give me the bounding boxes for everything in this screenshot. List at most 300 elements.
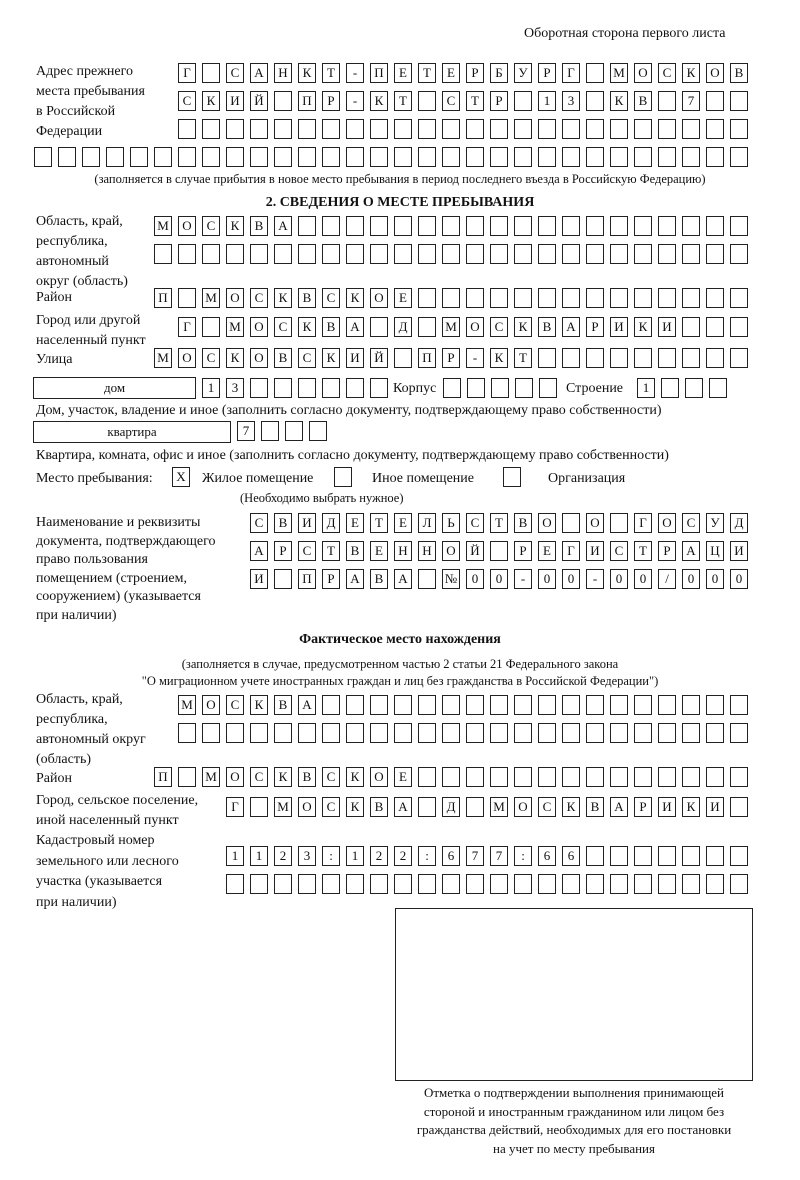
char-cell[interactable]: 0	[706, 569, 724, 589]
char-cell[interactable]	[394, 874, 412, 894]
char-cell[interactable]	[466, 288, 484, 308]
char-cell[interactable]	[394, 723, 412, 743]
char-cell[interactable]: Е	[394, 63, 412, 83]
char-cell[interactable]	[610, 216, 628, 236]
char-cell[interactable]	[514, 874, 532, 894]
char-cell[interactable]	[442, 288, 460, 308]
char-cell[interactable]	[514, 288, 532, 308]
char-cell[interactable]	[562, 216, 580, 236]
char-cell[interactable]	[586, 874, 604, 894]
char-cell[interactable]	[538, 695, 556, 715]
char-cell[interactable]	[202, 147, 220, 167]
char-cell[interactable]	[514, 91, 532, 111]
char-cell[interactable]: К	[370, 91, 388, 111]
char-cell[interactable]: О	[250, 317, 268, 337]
char-cell[interactable]	[490, 723, 508, 743]
char-cell[interactable]: К	[682, 63, 700, 83]
char-cell[interactable]: Д	[442, 797, 460, 817]
char-cell[interactable]: К	[514, 317, 532, 337]
char-cell[interactable]	[562, 723, 580, 743]
char-cell[interactable]	[322, 378, 340, 398]
char-cell[interactable]	[442, 119, 460, 139]
char-cell[interactable]	[562, 119, 580, 139]
char-cell[interactable]	[634, 695, 652, 715]
char-cell[interactable]: С	[226, 695, 244, 715]
char-cell[interactable]	[730, 317, 748, 337]
char-cell[interactable]: К	[682, 797, 700, 817]
char-cell[interactable]	[178, 723, 196, 743]
char-cell[interactable]: И	[730, 541, 748, 561]
char-cell[interactable]	[443, 378, 461, 398]
char-cell[interactable]	[586, 216, 604, 236]
char-cell[interactable]	[346, 147, 364, 167]
char-cell[interactable]	[346, 244, 364, 264]
char-cell[interactable]	[706, 244, 724, 264]
char-cell[interactable]	[466, 147, 484, 167]
char-cell[interactable]	[586, 846, 604, 866]
char-cell[interactable]	[178, 119, 196, 139]
char-cell[interactable]: Р	[322, 569, 340, 589]
char-cell[interactable]: 6	[538, 846, 556, 866]
char-cell[interactable]	[706, 317, 724, 337]
char-cell[interactable]: С	[202, 348, 220, 368]
char-cell[interactable]: О	[178, 348, 196, 368]
char-cell[interactable]: Т	[394, 91, 412, 111]
char-cell[interactable]	[682, 695, 700, 715]
char-cell[interactable]	[514, 244, 532, 264]
char-cell[interactable]: С	[226, 63, 244, 83]
char-cell[interactable]: В	[370, 797, 388, 817]
char-cell[interactable]	[274, 378, 292, 398]
char-cell[interactable]	[322, 723, 340, 743]
char-cell[interactable]	[562, 244, 580, 264]
char-cell[interactable]: В	[346, 541, 364, 561]
char-cell[interactable]	[658, 216, 676, 236]
char-cell[interactable]	[418, 569, 436, 589]
char-cell[interactable]	[730, 288, 748, 308]
char-cell[interactable]: О	[706, 63, 724, 83]
char-cell[interactable]: /	[658, 569, 676, 589]
char-cell[interactable]	[610, 288, 628, 308]
char-cell[interactable]: К	[322, 348, 340, 368]
char-cell[interactable]: Р	[490, 91, 508, 111]
char-cell[interactable]	[250, 378, 268, 398]
char-cell[interactable]	[490, 147, 508, 167]
char-cell[interactable]: В	[274, 348, 292, 368]
char-cell[interactable]: 7	[682, 91, 700, 111]
char-cell[interactable]: О	[466, 317, 484, 337]
char-cell[interactable]: О	[250, 348, 268, 368]
char-cell[interactable]: С	[610, 541, 628, 561]
char-cell[interactable]	[658, 244, 676, 264]
char-cell[interactable]: О	[226, 767, 244, 787]
char-cell[interactable]	[538, 216, 556, 236]
char-cell[interactable]	[226, 119, 244, 139]
char-cell[interactable]	[706, 216, 724, 236]
char-cell[interactable]: М	[274, 797, 292, 817]
char-cell[interactable]	[346, 723, 364, 743]
char-cell[interactable]	[202, 244, 220, 264]
char-cell[interactable]	[418, 317, 436, 337]
char-cell[interactable]	[490, 119, 508, 139]
char-cell[interactable]: О	[370, 767, 388, 787]
char-cell[interactable]	[562, 695, 580, 715]
char-cell[interactable]	[202, 63, 220, 83]
char-cell[interactable]	[250, 147, 268, 167]
char-cell[interactable]: Н	[418, 541, 436, 561]
char-cell[interactable]	[466, 723, 484, 743]
char-cell[interactable]	[250, 797, 268, 817]
char-cell[interactable]: С	[466, 513, 484, 533]
char-cell[interactable]: 0	[610, 569, 628, 589]
char-cell[interactable]: Е	[370, 541, 388, 561]
char-cell[interactable]	[538, 288, 556, 308]
char-cell[interactable]	[562, 288, 580, 308]
char-cell[interactable]	[394, 119, 412, 139]
char-cell[interactable]	[370, 317, 388, 337]
char-cell[interactable]: М	[202, 288, 220, 308]
char-cell[interactable]: К	[562, 797, 580, 817]
char-cell[interactable]	[538, 767, 556, 787]
char-cell[interactable]	[202, 317, 220, 337]
char-cell[interactable]: В	[274, 513, 292, 533]
char-cell[interactable]: Е	[442, 63, 460, 83]
char-cell[interactable]: 2	[274, 846, 292, 866]
char-cell[interactable]	[466, 874, 484, 894]
char-cell[interactable]	[298, 723, 316, 743]
char-cell[interactable]	[370, 147, 388, 167]
char-cell[interactable]	[202, 119, 220, 139]
char-cell[interactable]: Г	[562, 63, 580, 83]
char-cell[interactable]	[514, 147, 532, 167]
char-cell[interactable]	[586, 63, 604, 83]
char-cell[interactable]	[322, 695, 340, 715]
char-cell[interactable]	[322, 119, 340, 139]
char-cell[interactable]	[491, 378, 509, 398]
char-cell[interactable]: К	[490, 348, 508, 368]
char-cell[interactable]: О	[178, 216, 196, 236]
char-cell[interactable]: С	[490, 317, 508, 337]
char-cell[interactable]: О	[226, 288, 244, 308]
char-cell[interactable]: О	[634, 63, 652, 83]
char-cell[interactable]	[154, 147, 172, 167]
char-cell[interactable]	[610, 348, 628, 368]
char-cell[interactable]	[634, 348, 652, 368]
char-cell[interactable]	[226, 874, 244, 894]
char-cell[interactable]	[466, 244, 484, 264]
char-cell[interactable]: С	[298, 541, 316, 561]
char-cell[interactable]	[309, 421, 327, 441]
char-cell[interactable]	[322, 216, 340, 236]
char-cell[interactable]	[658, 147, 676, 167]
char-cell[interactable]: И	[226, 91, 244, 111]
char-cell[interactable]: А	[298, 695, 316, 715]
char-cell[interactable]	[658, 695, 676, 715]
char-cell[interactable]: Т	[322, 541, 340, 561]
char-cell[interactable]	[634, 119, 652, 139]
char-cell[interactable]: Р	[514, 541, 532, 561]
char-cell[interactable]	[634, 244, 652, 264]
char-cell[interactable]: М	[154, 348, 172, 368]
char-cell[interactable]	[730, 723, 748, 743]
char-cell[interactable]: №	[442, 569, 460, 589]
char-cell[interactable]	[106, 147, 124, 167]
char-cell[interactable]	[610, 513, 628, 533]
char-cell[interactable]	[226, 147, 244, 167]
char-cell[interactable]	[515, 378, 533, 398]
char-cell[interactable]	[466, 216, 484, 236]
char-cell[interactable]	[130, 147, 148, 167]
char-cell[interactable]	[442, 723, 460, 743]
char-cell[interactable]	[178, 244, 196, 264]
char-cell[interactable]: Р	[538, 63, 556, 83]
char-cell[interactable]: :	[418, 846, 436, 866]
char-cell[interactable]: В	[370, 569, 388, 589]
char-cell[interactable]: -	[346, 63, 364, 83]
char-cell[interactable]	[562, 147, 580, 167]
char-cell[interactable]: В	[634, 91, 652, 111]
char-cell[interactable]: 7	[237, 421, 255, 441]
char-cell[interactable]	[730, 874, 748, 894]
char-cell[interactable]: -	[466, 348, 484, 368]
char-cell[interactable]: Е	[394, 767, 412, 787]
char-cell[interactable]	[661, 378, 679, 398]
char-cell[interactable]	[730, 91, 748, 111]
char-cell[interactable]: 0	[562, 569, 580, 589]
char-cell[interactable]	[658, 767, 676, 787]
char-cell[interactable]: И	[586, 541, 604, 561]
char-cell[interactable]: В	[514, 513, 532, 533]
char-cell[interactable]	[490, 767, 508, 787]
char-cell[interactable]: А	[394, 797, 412, 817]
char-cell[interactable]: С	[538, 797, 556, 817]
char-cell[interactable]: Г	[226, 797, 244, 817]
char-cell[interactable]	[658, 119, 676, 139]
char-cell[interactable]	[730, 244, 748, 264]
char-cell[interactable]	[682, 216, 700, 236]
char-cell[interactable]: М	[202, 767, 220, 787]
char-cell[interactable]: И	[706, 797, 724, 817]
char-cell[interactable]	[418, 147, 436, 167]
char-cell[interactable]: М	[178, 695, 196, 715]
char-cell[interactable]	[730, 119, 748, 139]
char-cell[interactable]: Б	[490, 63, 508, 83]
char-cell[interactable]: О	[298, 797, 316, 817]
char-cell[interactable]	[562, 513, 580, 533]
char-cell[interactable]: С	[298, 348, 316, 368]
char-cell[interactable]	[274, 874, 292, 894]
char-cell[interactable]: А	[346, 569, 364, 589]
char-cell[interactable]	[706, 846, 724, 866]
char-cell[interactable]: Ь	[442, 513, 460, 533]
char-cell[interactable]	[682, 119, 700, 139]
char-cell[interactable]	[226, 244, 244, 264]
char-cell[interactable]: И	[250, 569, 268, 589]
char-cell[interactable]	[658, 348, 676, 368]
char-cell[interactable]	[442, 147, 460, 167]
char-cell[interactable]	[709, 378, 727, 398]
char-cell[interactable]: Р	[586, 317, 604, 337]
char-cell[interactable]	[685, 378, 703, 398]
char-cell[interactable]	[394, 147, 412, 167]
char-cell[interactable]	[442, 767, 460, 787]
char-cell[interactable]: К	[274, 767, 292, 787]
char-cell[interactable]	[682, 147, 700, 167]
char-cell[interactable]: К	[634, 317, 652, 337]
char-cell[interactable]	[514, 767, 532, 787]
char-cell[interactable]: О	[586, 513, 604, 533]
char-cell[interactable]	[418, 119, 436, 139]
char-cell[interactable]	[442, 695, 460, 715]
char-cell[interactable]	[394, 216, 412, 236]
char-cell[interactable]	[634, 147, 652, 167]
char-cell[interactable]: 0	[634, 569, 652, 589]
char-cell[interactable]	[682, 874, 700, 894]
char-cell[interactable]	[538, 874, 556, 894]
char-cell[interactable]	[298, 874, 316, 894]
char-cell[interactable]	[682, 767, 700, 787]
char-cell[interactable]	[394, 695, 412, 715]
char-cell[interactable]	[442, 216, 460, 236]
char-cell[interactable]: А	[682, 541, 700, 561]
char-cell[interactable]	[634, 723, 652, 743]
char-cell[interactable]: С	[682, 513, 700, 533]
char-cell[interactable]	[322, 874, 340, 894]
char-cell[interactable]: О	[658, 513, 676, 533]
char-cell[interactable]	[34, 147, 52, 167]
char-cell[interactable]: -	[514, 569, 532, 589]
char-cell[interactable]: Т	[322, 63, 340, 83]
char-cell[interactable]: :	[322, 846, 340, 866]
char-cell[interactable]: И	[346, 348, 364, 368]
char-cell[interactable]: 6	[442, 846, 460, 866]
char-cell[interactable]	[466, 767, 484, 787]
char-cell[interactable]: Т	[634, 541, 652, 561]
char-cell[interactable]	[658, 723, 676, 743]
char-cell[interactable]	[586, 244, 604, 264]
char-cell[interactable]	[562, 874, 580, 894]
char-cell[interactable]	[730, 767, 748, 787]
char-cell[interactable]	[706, 348, 724, 368]
char-cell[interactable]	[730, 695, 748, 715]
char-cell[interactable]: Е	[538, 541, 556, 561]
char-cell[interactable]	[706, 147, 724, 167]
char-cell[interactable]: 1	[346, 846, 364, 866]
char-cell[interactable]	[274, 91, 292, 111]
char-cell[interactable]	[178, 288, 196, 308]
char-cell[interactable]: В	[250, 216, 268, 236]
char-cell[interactable]: 7	[490, 846, 508, 866]
char-cell[interactable]: Й	[370, 348, 388, 368]
char-cell[interactable]: С	[250, 288, 268, 308]
char-cell[interactable]	[418, 723, 436, 743]
char-cell[interactable]: К	[250, 695, 268, 715]
char-cell[interactable]	[250, 723, 268, 743]
char-cell[interactable]	[370, 723, 388, 743]
char-cell[interactable]	[418, 695, 436, 715]
char-cell[interactable]: С	[250, 767, 268, 787]
char-cell[interactable]	[490, 244, 508, 264]
char-cell[interactable]	[418, 767, 436, 787]
char-cell[interactable]	[250, 874, 268, 894]
char-cell[interactable]	[394, 244, 412, 264]
char-cell[interactable]: И	[658, 797, 676, 817]
char-cell[interactable]	[154, 244, 172, 264]
char-cell[interactable]	[298, 378, 316, 398]
char-cell[interactable]	[514, 723, 532, 743]
char-cell[interactable]: М	[490, 797, 508, 817]
char-cell[interactable]: 6	[562, 846, 580, 866]
char-cell[interactable]: П	[154, 288, 172, 308]
char-cell[interactable]	[298, 119, 316, 139]
char-cell[interactable]: Т	[466, 91, 484, 111]
char-cell[interactable]	[346, 119, 364, 139]
house-type-field[interactable]: дом	[33, 377, 196, 399]
char-cell[interactable]	[634, 288, 652, 308]
char-cell[interactable]	[706, 767, 724, 787]
char-cell[interactable]	[562, 767, 580, 787]
char-cell[interactable]	[285, 421, 303, 441]
char-cell[interactable]: :	[514, 846, 532, 866]
char-cell[interactable]: 0	[730, 569, 748, 589]
char-cell[interactable]	[658, 874, 676, 894]
char-cell[interactable]: Р	[274, 541, 292, 561]
char-cell[interactable]	[586, 119, 604, 139]
char-cell[interactable]	[370, 874, 388, 894]
char-cell[interactable]: М	[154, 216, 172, 236]
char-cell[interactable]: К	[226, 216, 244, 236]
char-cell[interactable]	[514, 119, 532, 139]
char-cell[interactable]: О	[442, 541, 460, 561]
char-cell[interactable]: 3	[226, 378, 244, 398]
char-cell[interactable]	[634, 767, 652, 787]
char-cell[interactable]	[682, 244, 700, 264]
char-cell[interactable]: 3	[562, 91, 580, 111]
char-cell[interactable]	[274, 723, 292, 743]
char-cell[interactable]	[490, 874, 508, 894]
char-cell[interactable]: С	[274, 317, 292, 337]
char-cell[interactable]	[634, 216, 652, 236]
char-cell[interactable]	[682, 723, 700, 743]
char-cell[interactable]: К	[610, 91, 628, 111]
char-cell[interactable]: М	[610, 63, 628, 83]
place-checkbox[interactable]: X	[172, 467, 190, 487]
flat-type-field[interactable]: квартира	[33, 421, 231, 443]
char-cell[interactable]	[418, 288, 436, 308]
char-cell[interactable]	[610, 846, 628, 866]
char-cell[interactable]: С	[442, 91, 460, 111]
char-cell[interactable]: В	[298, 288, 316, 308]
char-cell[interactable]	[706, 874, 724, 894]
char-cell[interactable]: М	[442, 317, 460, 337]
char-cell[interactable]	[490, 288, 508, 308]
char-cell[interactable]	[706, 288, 724, 308]
char-cell[interactable]: А	[250, 63, 268, 83]
char-cell[interactable]	[682, 348, 700, 368]
char-cell[interactable]	[539, 378, 557, 398]
char-cell[interactable]	[706, 723, 724, 743]
char-cell[interactable]: К	[298, 63, 316, 83]
char-cell[interactable]	[730, 216, 748, 236]
char-cell[interactable]: Р	[322, 91, 340, 111]
char-cell[interactable]: К	[346, 767, 364, 787]
char-cell[interactable]	[562, 348, 580, 368]
char-cell[interactable]	[586, 695, 604, 715]
char-cell[interactable]	[466, 695, 484, 715]
char-cell[interactable]	[514, 216, 532, 236]
place-checkbox[interactable]	[503, 467, 521, 487]
char-cell[interactable]	[586, 91, 604, 111]
